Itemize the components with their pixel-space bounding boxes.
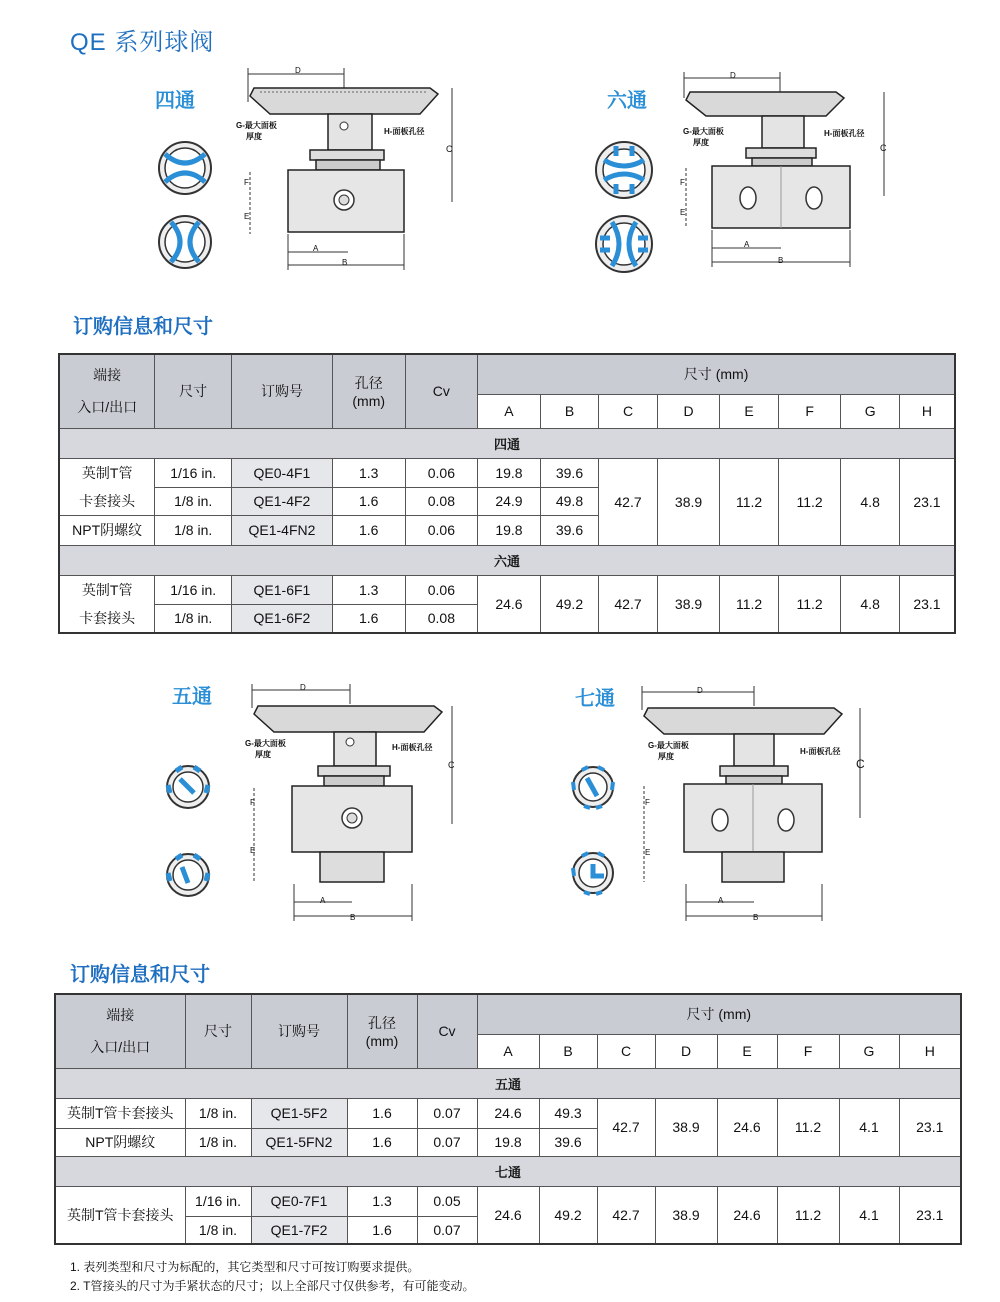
four-way-dim-A: A — [313, 244, 319, 253]
size-cell: 1/8 in. — [185, 1216, 251, 1244]
dim-C-cell: 42.7 — [597, 1186, 655, 1244]
size-cell: 1/8 in. — [155, 515, 232, 545]
seven-way-dim-D: D — [697, 686, 703, 695]
header-port-line2: 入口/出口 — [77, 399, 138, 416]
bore-cell: 1.3 — [332, 458, 405, 487]
dim-A-cell: 19.8 — [477, 1128, 539, 1156]
group-label-four-way: 四通 — [59, 428, 955, 458]
dim-F-cell: 11.2 — [777, 1186, 839, 1244]
size-cell: 1/8 in. — [185, 1128, 251, 1156]
footnotes — [70, 1258, 474, 1296]
order-number-cell: QE1-4FN2 — [232, 515, 333, 545]
six-way-port-diagram-1 — [592, 138, 656, 202]
seven-way-G-label — [648, 740, 689, 762]
bore-cell: 1.3 — [332, 575, 405, 604]
header-dim-B: B — [540, 394, 599, 428]
cv-cell: 0.07 — [417, 1128, 477, 1156]
header-cv: Cv — [405, 354, 478, 428]
cv-cell: 0.08 — [405, 487, 478, 515]
four-way-dim-C: C — [446, 144, 453, 154]
seven-way-dim-F: F — [645, 798, 650, 807]
page-title: QE 系列球阀 — [70, 29, 215, 56]
seven-way-G-label-line1: G-最大面板 — [648, 741, 689, 750]
order-number-cell: QE0-4F1 — [232, 458, 333, 487]
six-way-G-label — [683, 126, 724, 148]
dim-H-cell: 23.1 — [899, 458, 955, 545]
size-cell: 1/8 in. — [155, 604, 232, 632]
order-number-cell: QE1-5FN2 — [251, 1128, 347, 1156]
header-port — [55, 994, 185, 1068]
spec-table-1 — [58, 353, 956, 634]
header-dim-A: A — [478, 394, 541, 428]
header-bore-line2: (mm) — [365, 1033, 399, 1050]
six-way-dim-C: C — [880, 143, 887, 153]
cv-cell: 0.05 — [417, 1186, 477, 1216]
bore-cell: 1.6 — [332, 487, 405, 515]
port-line2: 卡套接头 — [79, 492, 136, 509]
port-cell: NPT阴螺纹 — [55, 1128, 185, 1156]
six-way-G-label-line1: G-最大面板 — [683, 127, 724, 136]
bore-cell: 1.6 — [347, 1128, 417, 1156]
seven-way-dim-B: B — [753, 913, 759, 922]
six-way-dim-B: B — [778, 256, 784, 265]
five-way-port-diagram-2 — [164, 851, 212, 899]
dim-E-cell: 11.2 — [720, 458, 779, 545]
dim-D-cell: 38.9 — [655, 1186, 717, 1244]
dim-G-cell: 4.1 — [839, 1098, 899, 1156]
group-label-six-way: 六通 — [59, 545, 955, 575]
four-way-port-diagram-2 — [155, 212, 215, 272]
dim-E-cell: 24.6 — [717, 1098, 777, 1156]
header-dim-C: C — [597, 1034, 655, 1068]
four-way-G-label — [236, 120, 277, 142]
dim-C-cell: 42.7 — [599, 575, 658, 633]
seven-way-H-label: H-面板孔径 — [800, 747, 841, 756]
dim-F-cell: 11.2 — [778, 458, 841, 545]
seven-way-port-diagram-2 — [570, 850, 616, 896]
six-way-dim-F: F — [680, 178, 685, 187]
dim-A-cell: 19.8 — [478, 458, 541, 487]
four-way-valve-drawing — [230, 62, 480, 277]
four-way-G-label-line1: G-最大面板 — [236, 121, 277, 130]
header-bore-line1: 孔径 — [368, 1015, 396, 1032]
six-way-dim-D: D — [730, 71, 736, 80]
six-way-H-label: H-面板孔径 — [824, 129, 865, 138]
dim-A-cell: 24.6 — [478, 575, 541, 633]
header-dimensions: 尺寸 (mm) — [478, 354, 955, 394]
bore-cell: 1.6 — [347, 1098, 417, 1128]
header-bore-line1: 孔径 — [354, 375, 383, 392]
cv-cell: 0.07 — [417, 1098, 477, 1128]
dim-G-cell: 4.1 — [839, 1186, 899, 1244]
five-way-port-diagram-1 — [164, 763, 212, 811]
section-title-1: 订购信息和尺寸 — [73, 316, 213, 338]
five-way-dim-A: A — [320, 896, 326, 905]
header-dim-B: B — [539, 1034, 597, 1068]
header-cv: Cv — [417, 994, 477, 1068]
size-cell: 1/16 in. — [185, 1186, 251, 1216]
five-way-dim-B: B — [350, 913, 356, 922]
six-way-dim-A: A — [744, 240, 750, 249]
cv-cell: 0.06 — [405, 575, 478, 604]
dim-B-cell: 49.2 — [539, 1186, 597, 1244]
header-dim-H: H — [899, 394, 955, 428]
cv-cell: 0.08 — [405, 604, 478, 632]
header-dim-F: F — [777, 1034, 839, 1068]
section-title-2: 订购信息和尺寸 — [70, 964, 210, 986]
group-label-seven-way: 七通 — [55, 1156, 961, 1186]
seven-way-dim-E: E — [645, 848, 651, 857]
seven-way-dim-C: C — [856, 757, 865, 771]
port-line1: 英制T管 — [81, 464, 133, 481]
five-way-H-label: H-面板孔径 — [392, 743, 433, 752]
variant-label-four-way: 四通 — [155, 90, 195, 112]
header-bore — [347, 994, 417, 1068]
dim-A-cell: 24.6 — [477, 1098, 539, 1128]
dim-G-cell: 4.8 — [841, 458, 900, 545]
dim-E-cell: 11.2 — [720, 575, 779, 633]
cv-cell: 0.06 — [405, 458, 478, 487]
seven-way-port-diagram-1 — [570, 764, 616, 810]
six-way-port-diagram-2 — [592, 212, 656, 276]
header-size: 尺寸 — [185, 994, 251, 1068]
size-cell: 1/16 in. — [155, 458, 232, 487]
variant-label-six-way: 六通 — [607, 90, 647, 112]
dim-F-cell: 11.2 — [778, 575, 841, 633]
variant-label-five-way: 五通 — [172, 686, 212, 708]
header-dim-C: C — [599, 394, 658, 428]
header-bore — [332, 354, 405, 428]
header-size: 尺寸 — [155, 354, 232, 428]
header-port-line1: 端接 — [93, 367, 122, 384]
five-way-dim-D: D — [300, 683, 306, 692]
four-way-H-label: H-面板孔径 — [384, 127, 425, 136]
bore-cell: 1.6 — [332, 604, 405, 632]
header-dim-D: D — [657, 394, 720, 428]
header-dim-G: G — [839, 1034, 899, 1068]
header-dim-E: E — [720, 394, 779, 428]
header-dim-H: H — [899, 1034, 961, 1068]
six-way-dim-E: E — [680, 208, 686, 217]
dim-B-cell: 39.6 — [540, 515, 599, 545]
header-order-no: 订购号 — [251, 994, 347, 1068]
port-cell: NPT阴螺纹 — [59, 515, 155, 545]
five-way-G-label — [245, 738, 286, 760]
port-cell: 英制T管卡套接头 — [55, 1098, 185, 1128]
header-dim-E: E — [717, 1034, 777, 1068]
four-way-dim-B: B — [342, 258, 348, 267]
five-way-valve-drawing — [238, 680, 468, 930]
dim-C-cell: 42.7 — [599, 458, 658, 545]
size-cell: 1/8 in. — [155, 487, 232, 515]
order-number-cell: QE1-6F1 — [232, 575, 333, 604]
dim-H-cell: 23.1 — [899, 1098, 961, 1156]
dim-D-cell: 38.9 — [657, 575, 720, 633]
four-way-dim-F: F — [244, 178, 249, 187]
dim-E-cell: 24.6 — [717, 1186, 777, 1244]
footnote-2: 2. T管接头的尺寸为手紧状态的尺寸；以上全部尺寸仅供参考，有可能变动。 — [70, 1279, 475, 1293]
six-way-valve-drawing — [666, 68, 906, 273]
dim-B-cell: 49.2 — [540, 575, 599, 633]
order-number-cell: QE1-7F2 — [251, 1216, 347, 1244]
dim-F-cell: 11.2 — [777, 1098, 839, 1156]
port-cell — [59, 458, 155, 515]
group-label-five-way: 五通 — [55, 1068, 961, 1098]
dim-A-cell: 24.6 — [477, 1186, 539, 1244]
six-way-G-label-line2: 厚度 — [693, 138, 709, 147]
header-dim-D: D — [655, 1034, 717, 1068]
seven-way-dim-A: A — [718, 896, 724, 905]
dim-B-cell: 39.6 — [539, 1128, 597, 1156]
dim-B-cell: 39.6 — [540, 458, 599, 487]
port-cell: 英制T管卡套接头 — [55, 1186, 185, 1244]
dim-D-cell: 38.9 — [657, 458, 720, 545]
dim-D-cell: 38.9 — [655, 1098, 717, 1156]
four-way-port-diagram-1 — [155, 138, 215, 198]
port-line1: 英制T管 — [81, 581, 133, 598]
dim-H-cell: 23.1 — [899, 1186, 961, 1244]
four-way-G-label-line2: 厚度 — [246, 132, 262, 141]
seven-way-valve-drawing — [628, 680, 873, 925]
four-way-dim-D: D — [295, 66, 301, 75]
five-way-G-label-line1: G-最大面板 — [245, 739, 286, 748]
dim-H-cell: 23.1 — [899, 575, 955, 633]
header-bore-line2: (mm) — [352, 393, 386, 410]
bore-cell: 1.6 — [347, 1216, 417, 1244]
cv-cell: 0.06 — [405, 515, 478, 545]
order-number-cell: QE1-4F2 — [232, 487, 333, 515]
variant-label-seven-way: 七通 — [575, 688, 615, 710]
order-number-cell: QE1-5F2 — [251, 1098, 347, 1128]
five-way-dim-F: F — [250, 798, 255, 807]
bore-cell: 1.3 — [347, 1186, 417, 1216]
cv-cell: 0.07 — [417, 1216, 477, 1244]
header-port-line1: 端接 — [106, 1007, 135, 1024]
four-way-dim-E: E — [244, 212, 250, 221]
bore-cell: 1.6 — [332, 515, 405, 545]
dim-A-cell: 24.9 — [478, 487, 541, 515]
dim-G-cell: 4.8 — [841, 575, 900, 633]
order-number-cell: QE1-6F2 — [232, 604, 333, 632]
spec-table-2 — [54, 993, 962, 1245]
seven-way-G-label-line2: 厚度 — [658, 752, 674, 761]
footnote-1: 1. 表列类型和尺寸为标配的，其它类型和尺寸可按订购要求提供。 — [70, 1260, 420, 1274]
port-cell — [59, 575, 155, 633]
five-way-dim-E: E — [250, 846, 256, 855]
dim-B-cell: 49.3 — [539, 1098, 597, 1128]
header-order-no: 订购号 — [232, 354, 333, 428]
header-dim-A: A — [477, 1034, 539, 1068]
five-way-G-label-line2: 厚度 — [255, 750, 271, 759]
header-port — [59, 354, 155, 428]
dim-A-cell: 19.8 — [478, 515, 541, 545]
header-dim-G: G — [841, 394, 900, 428]
dim-B-cell: 49.8 — [540, 487, 599, 515]
size-cell: 1/16 in. — [155, 575, 232, 604]
header-port-line2: 入口/出口 — [90, 1039, 151, 1056]
port-line2: 卡套接头 — [79, 609, 136, 626]
five-way-dim-C: C — [448, 760, 455, 770]
order-number-cell: QE0-7F1 — [251, 1186, 347, 1216]
header-dim-F: F — [778, 394, 841, 428]
header-dimensions: 尺寸 (mm) — [477, 994, 961, 1034]
dim-C-cell: 42.7 — [597, 1098, 655, 1156]
size-cell: 1/8 in. — [185, 1098, 251, 1128]
